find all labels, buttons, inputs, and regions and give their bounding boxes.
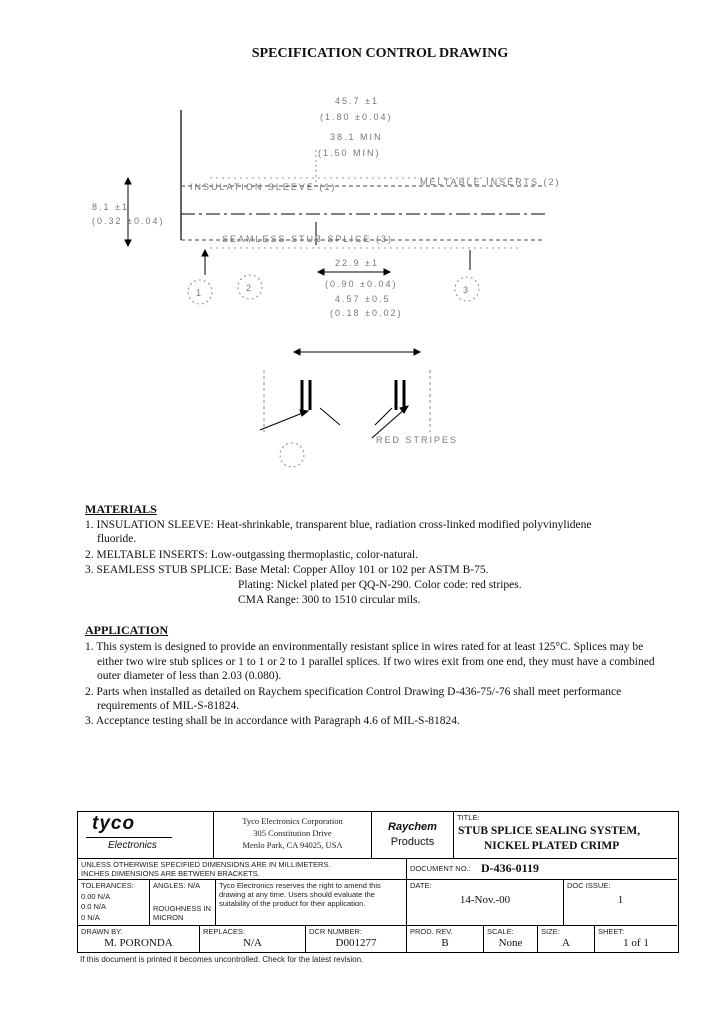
materials-item: 3. SEAMLESS STUB SPLICE: Base Metal: Copper Alloy 101 or 102 per ASTM B-75. xyxy=(85,564,489,576)
doc-number-label: DOCUMENT NO.: xyxy=(410,864,471,873)
prod-rev-label: PROD. REV. xyxy=(410,927,453,936)
replaces-cell xyxy=(200,926,306,952)
dim-text: (0.90 ±0.04) xyxy=(325,279,398,289)
disclaimer-text: Tyco Electronics reserves the right to amend this drawing at any time. Users should evaluate the suitability of the product for their application. xyxy=(219,881,381,908)
replaces-value: N/A xyxy=(243,937,262,949)
callout-number: 2 xyxy=(246,283,254,293)
date-label: DATE: xyxy=(410,881,432,890)
title-block xyxy=(77,811,679,953)
tolerance-line: 0 N/A xyxy=(81,912,100,922)
doc-issue-label: DOC ISSUE: xyxy=(567,881,611,890)
technical-drawing xyxy=(0,0,720,480)
brand-subtitle: Products xyxy=(390,836,435,848)
replaces-label: REPLACES: xyxy=(203,927,246,936)
roughness-line: MICRON xyxy=(153,913,184,922)
tolerance-line: 0.00 N/A xyxy=(81,891,111,901)
title-label: TITLE: xyxy=(457,813,480,822)
materials-item: fluoride. xyxy=(97,533,137,545)
dcr-number-label: DCR NUMBER: xyxy=(309,927,362,936)
sheet-cell xyxy=(595,926,677,952)
tolerance-line: 0.0 N/A xyxy=(81,902,107,911)
company-address xyxy=(214,812,372,859)
sheet-label: SHEET: xyxy=(598,927,625,936)
tyco-logo: tyco xyxy=(92,813,136,834)
logo-cell xyxy=(78,812,214,859)
dcr-number-value: D001277 xyxy=(335,937,377,949)
brand-cell xyxy=(372,812,454,859)
application-line: 1. This system is designed to provide an environmentally resistant splice in wires rated for at least 125°C. Splices may be xyxy=(85,641,644,653)
dcr-number-cell xyxy=(306,926,407,952)
dim-text: 22.9 ±1 xyxy=(335,258,379,268)
drawn-by-label: DRAWN BY: xyxy=(81,927,123,936)
application-line: 2. Parts when installed as detailed on Raychem specification Control Drawing D-436-75/-76 shall meet performance xyxy=(85,686,622,698)
materials-item: Plating: Nickel plated per QQ-N-290. Color code: red stripes. xyxy=(238,579,522,591)
scale-value: None xyxy=(498,937,523,949)
units-line: INCHES DIMENSIONS ARE BETWEEN BRACKETS. xyxy=(81,869,260,878)
company-line: Tyco Electronics Corporation xyxy=(242,816,343,826)
date-value: 14-Nov.-00 xyxy=(459,894,511,906)
dim-text: 38.1 MIN xyxy=(330,132,383,142)
dim-text: 8.1 ±1 xyxy=(92,202,129,212)
units-note xyxy=(78,859,407,880)
date-cell xyxy=(407,880,564,926)
application-line: outer diameter of less than 2.03 (0.080). xyxy=(97,670,282,682)
drawing-title-line: NICKEL PLATED CRIMP xyxy=(484,840,620,852)
dim-text: (1.50 MIN) xyxy=(318,148,381,158)
scale-cell xyxy=(484,926,538,952)
drawn-by-cell xyxy=(78,926,200,952)
sheet-value: 1 of 1 xyxy=(623,937,649,949)
angles-cell xyxy=(150,880,216,926)
uncontrolled-note: If this document is printed it becomes uncontrolled. Check for the latest revision. xyxy=(80,955,364,964)
disclaimer-cell xyxy=(216,880,407,926)
dim-text: 4.57 ±0.5 xyxy=(335,294,391,304)
application-line: requirements of MIL-S-81824. xyxy=(97,700,240,712)
roughness-line: ROUGHNESS IN xyxy=(153,904,211,913)
angles-value: ANGLES: N/A xyxy=(153,881,201,890)
tolerance-line: TOLERANCES: xyxy=(81,881,134,890)
company-line: Menlo Park, CA 94025, USA xyxy=(242,840,343,850)
label-text: RED STRIPES xyxy=(376,435,459,445)
scale-label: SCALE: xyxy=(487,927,514,936)
doc-number-value: D-436-0119 xyxy=(481,861,539,875)
drawing-title-line: STUB SPLICE SEALING SYSTEM, xyxy=(458,825,641,837)
application-line: either two wire stub splices or 1 to 1 or 2 to 1 parallel splices. If two wires exit from one end, they must have a combined xyxy=(97,656,655,668)
label-text: MELTABLE INSERTS (2) xyxy=(420,177,561,187)
materials-item: 1. INSULATION SLEEVE: Heat-shrinkable, transparent blue, radiation cross-linked modified polyvinylidene xyxy=(85,519,592,531)
doc-issue-value: 1 xyxy=(617,894,624,906)
dim-text: (0.32 ±0.04) xyxy=(92,216,165,226)
company-line: 305 Constitution Drive xyxy=(253,828,332,838)
tolerances-cell xyxy=(78,880,150,926)
doc-issue-cell xyxy=(564,880,677,926)
units-line: UNLESS OTHERWISE SPECIFIED DIMENSIONS ARE IN MILLIMETERS. xyxy=(81,860,331,869)
materials-item: CMA Range: 300 to 1510 circular mils. xyxy=(238,594,421,606)
size-cell xyxy=(538,926,595,952)
materials-item: 2. MELTABLE INSERTS: Low-outgassing thermoplastic, color-natural. xyxy=(85,549,419,561)
dim-text: (1.80 ±0.04) xyxy=(320,112,393,122)
dim-text: (0.18 ±0.02) xyxy=(330,308,403,318)
application-heading: APPLICATION xyxy=(85,623,169,637)
callout-number: 1 xyxy=(196,288,204,298)
dim-text: 45.7 ±1 xyxy=(335,96,379,106)
materials-heading: MATERIALS xyxy=(85,502,157,516)
application-line: 3. Acceptance testing shall be in accordance with Paragraph 4.6 of MIL-S-81824. xyxy=(85,715,460,727)
prod-rev-value: B xyxy=(441,937,449,949)
prod-rev-cell xyxy=(407,926,484,952)
callout-number: 3 xyxy=(463,285,471,295)
size-value: A xyxy=(562,937,570,949)
page-title: SPECIFICATION CONTROL DRAWING xyxy=(251,46,509,61)
raychem-brand: Raychem xyxy=(388,821,437,833)
label-text: SEAMLESS STUB SPLICE (3) xyxy=(222,234,394,244)
label-text: INSULATION SLEEVE (1) xyxy=(190,182,337,192)
drawn-by-value: M. PORONDA xyxy=(104,937,173,949)
size-label: SIZE: xyxy=(541,927,560,936)
logo-subtitle: Electronics xyxy=(108,840,157,851)
title-cell xyxy=(454,812,677,859)
document-number-cell xyxy=(407,859,677,880)
